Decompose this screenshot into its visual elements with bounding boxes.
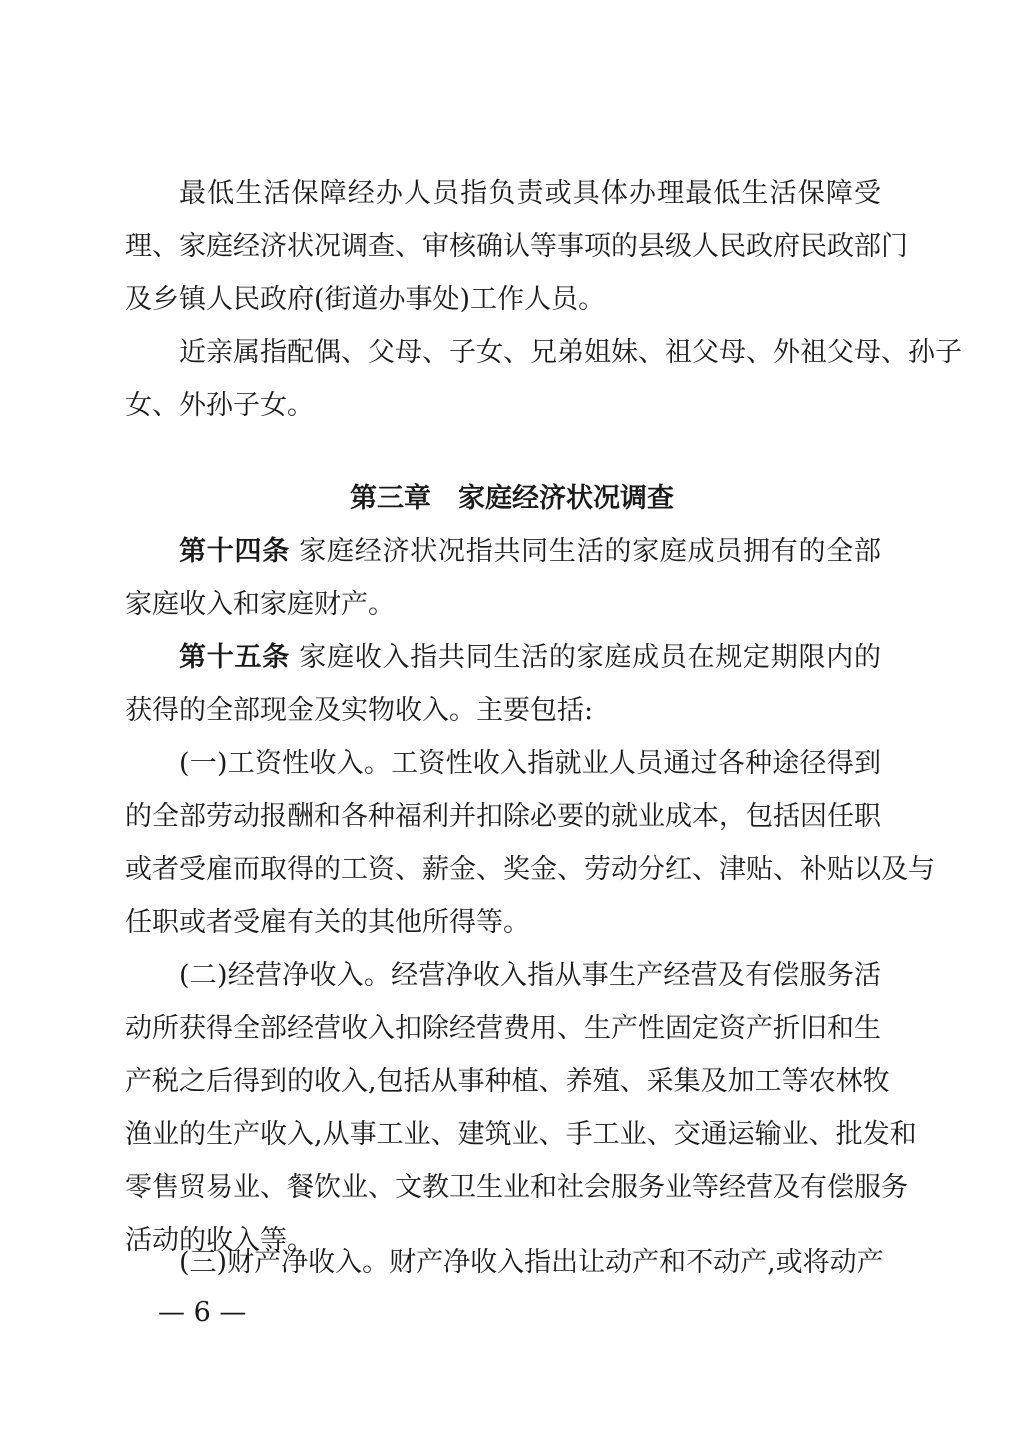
article-text: 家庭收入指共同生活的家庭成员在规定期限内的: [289, 642, 881, 673]
paragraph-line: 活动的收入等。: [125, 1225, 314, 1256]
paragraph-line: 最低生活保障经办人员指负责或具体办理最低生活保障受: [179, 178, 881, 209]
page-number: — 6 —: [158, 1297, 247, 1328]
paragraph-line: 的全部劳动报酬和各种福利并扣除必要的就业成本，包括因任职: [125, 801, 881, 832]
paragraph-line: 家庭收入和家庭财产。: [125, 589, 395, 620]
paragraph-line: 获得的全部现金及实物收入。主要包括:: [125, 695, 594, 726]
paragraph-line: 零售贸易业、餐饮业、文教卫生业和社会服务业等经营及有偿服务: [125, 1172, 908, 1203]
article-text: 家庭经济状况指共同生活的家庭成员拥有的全部: [289, 536, 881, 567]
paragraph-line: 任职或者受雇有关的其他所得等。: [125, 907, 530, 938]
article-label: 第十四条: [179, 536, 290, 567]
chapter-heading: 第三章 家庭经济状况调查: [350, 483, 674, 514]
paragraph-line: 及乡镇人民政府(街道办事处)工作人员。: [125, 284, 606, 315]
paragraph-line: 女、外孙子女。: [125, 390, 314, 421]
paragraph-line: (二)经营净收入。经营净收入指从事生产经营及有偿服务活: [179, 960, 881, 991]
article-14-line: [179, 535, 881, 569]
paragraph-line: (三)财产净收入。财产净收入指出让动产和不动产,或将动产: [179, 1247, 884, 1278]
paragraph-line: 动所获得全部经营收入扣除经营费用、生产性固定资产折旧和生: [125, 1013, 881, 1044]
article-15-line: [179, 641, 881, 675]
paragraph-line: 渔业的生产收入,从事工业、建筑业、手工业、交通运输业、批发和: [125, 1119, 917, 1150]
paragraph-line: 或者受雇而取得的工资、薪金、奖金、劳动分红、津贴、补贴以及与: [125, 854, 935, 885]
paragraph-line: 近亲属指配偶、父母、子女、兄弟姐妹、祖父母、外祖父母、孙子: [179, 337, 962, 368]
paragraph-line: 理、家庭经济状况调查、审核确认等事项的县级人民政府民政部门: [125, 231, 908, 262]
paragraph-line: 产税之后得到的收入,包括从事种植、养殖、采集及加工等农林牧: [125, 1066, 890, 1097]
article-label: 第十五条: [179, 642, 290, 673]
paragraph-line: (一)工资性收入。工资性收入指就业人员通过各种途径得到: [179, 748, 881, 779]
